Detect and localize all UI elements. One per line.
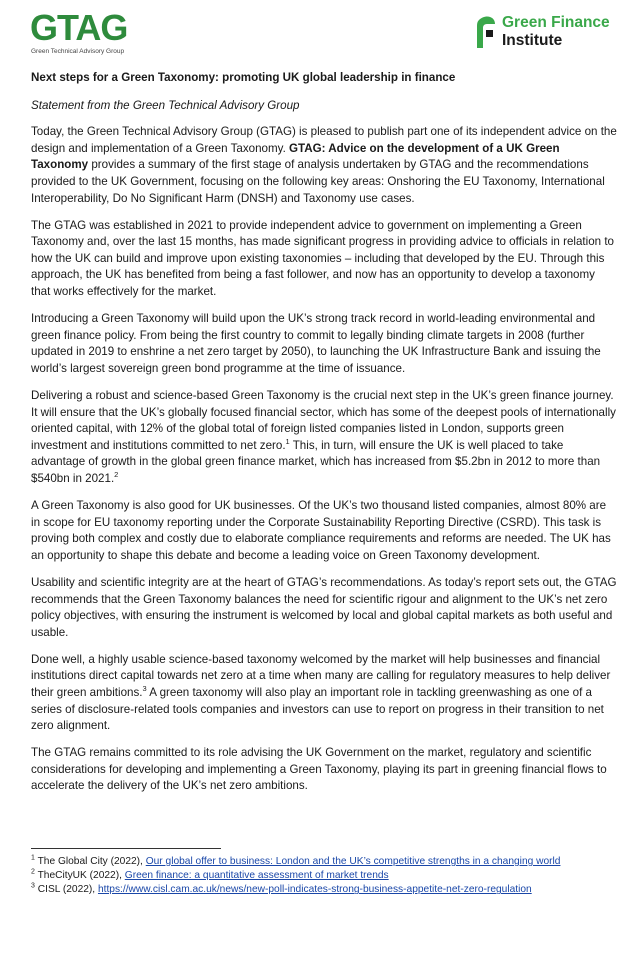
paragraph-2: The GTAG was established in 2021 to provide independent advice to government on implementing a Green Taxonomy and, over the last 15 months, has made significant progress in providing advice to officials in relation to how the UK can build and improve upon existing taxonomies – including that developed by the EU. Through this approach, the UK has benefited from being a fast follower, and now has an opportunity to develop a taxonomy that works effectively for the market. xyxy=(31,218,615,299)
paragraph-6: Usability and scientific integrity are at the heart of GTAG’s recommendations. As today’s report sets out, the GTAG recommends that the Green Taxonomy balances the need for scientific rigour and alignment to the UK’s net zero policy objectives, with ensuring the instrument is welcomed by local and global capital markets as both useful and usable. xyxy=(31,575,617,639)
paragraph-1 xyxy=(31,124,617,207)
footnote-link[interactable]: Our global offer to business: London and the UK’s competitive strengths in a changing world xyxy=(145,856,561,867)
footnote-number: 3 xyxy=(31,883,35,891)
footnote-source: TheCityUK (2022), xyxy=(37,870,125,882)
paragraph-7-text-b: A green taxonomy will also play an important role in tackling greenwashing as one of a series of disclosure-related tools companies and investors can use to report on progress in their transition to net zero alignment. xyxy=(31,686,604,733)
gtag-logo-text: GTAG xyxy=(30,7,128,48)
paragraph-3: Introducing a Green Taxonomy will build upon the UK’s strong track record in world-leading environmental and green finance policy. From being the first country to commit to legally binding climate targets in 2008 (further updated in 2019 to enshrine a net zero target by 2050), to launching the UK Infrastructure Bank and issuing the world’s largest sovereign green bond programme at the time of issuance. xyxy=(31,312,601,375)
paragraph-1-text-c: provides a summary of the first stage of analysis undertaken by GTAG and the recommendations provided to the UK Government, focusing on the following key areas: Onshoring the EU Taxonomy, International Interoperability, Do No Significant Harm (DNSH) and Taxonomy use cases. xyxy=(31,158,605,205)
footnote-source: CISL (2022), xyxy=(37,884,98,896)
gtag-logo-subtitle: Green Technical Advisory Group xyxy=(31,48,125,55)
footnote-number: 2 xyxy=(31,868,35,876)
paragraph-8: The GTAG remains committed to its role advising the UK Government on the market, regulatory and scientific considerations for developing and implementing a Green Taxonomy, playing its part in greening financial flows to accelerate the delivery of the UK’s net zero ambitions. xyxy=(31,746,607,793)
footnote-separator xyxy=(31,848,221,849)
footnote-ref-3[interactable]: 3 xyxy=(142,684,147,694)
footnote-ref-2[interactable]: 2 xyxy=(114,470,119,480)
paragraph-1-text-a: Today, the Green Technical Advisory Group (GTAG) is pleased to publish part one of its independent advice on the design and implementation of a Green Taxonomy. xyxy=(31,125,617,155)
report-title-emphasis: GTAG: Advice on the development of a UK Green Taxonomy xyxy=(31,141,560,172)
gfi-leaf-icon xyxy=(475,14,497,50)
footnote-ref-1[interactable]: 1 xyxy=(285,436,290,446)
paragraph-5: A Green Taxonomy is also good for UK businesses. Of the UK’s two thousand listed companies, almost 80% are in scope for EU taxonomy reporting under the Corporate Sustainability Reporting Directive (CSRD). This task is proving both complex and costly due to elaborate compliance requirements and reforms are needed. The UK has an opportunity to shape this debate and become a leading voice on Green Taxonomy development. xyxy=(31,499,611,562)
footnote-source: The Global City (2022), xyxy=(37,856,146,867)
footnote-number: 1 xyxy=(31,854,35,862)
footnote-2 xyxy=(31,869,621,883)
gtag-logo xyxy=(30,7,140,58)
gfi-logo-line2: Institute xyxy=(502,32,563,49)
document-subtitle: Statement from the Green Technical Advisory Group xyxy=(31,98,300,112)
footnote-link[interactable]: Green finance: a quantitative assessment of market trends xyxy=(124,870,389,882)
paragraph-7 xyxy=(31,652,617,735)
document-body xyxy=(31,70,617,806)
gfi-logo-line1: Green Finance xyxy=(502,14,610,31)
green-finance-institute-logo xyxy=(475,14,625,54)
paragraph-4-text-b: This, in turn, will ensure the UK is well placed to take advantage of growth in the global green finance market, which has increased from $5.2bn in 2012 to more than $540bn in 2021. xyxy=(31,438,601,485)
footnote-3 xyxy=(31,883,621,897)
paragraph-4-text-a: Delivering a robust and science-based Green Taxonomy is the crucial next step in the UK’s green finance journey. It will ensure that the UK’s globally focused financial sector, which has some of the deepest pools of internationally oriented capital, with 12% of the global total of foreign listed companies listed in London, supports green investment and institutions committed to net zero. xyxy=(31,389,616,452)
footnotes xyxy=(31,855,621,898)
footnote-link[interactable]: https://www.cisl.cam.ac.uk/news/new-poll-indicates-strong-business-appetite-net-zero-regulation xyxy=(97,884,532,896)
footnote-1 xyxy=(31,855,621,869)
document-title: Next steps for a Green Taxonomy: promoting UK global leadership in finance xyxy=(31,71,456,84)
paragraph-7-text-a: Done well, a highly usable science-based taxonomy welcomed by the market will help businesses and financial institutions direct capital towards net zero at a time when many are calling for regulatory measures to help deliver their green ambitions. xyxy=(31,652,611,699)
paragraph-4 xyxy=(31,388,617,488)
